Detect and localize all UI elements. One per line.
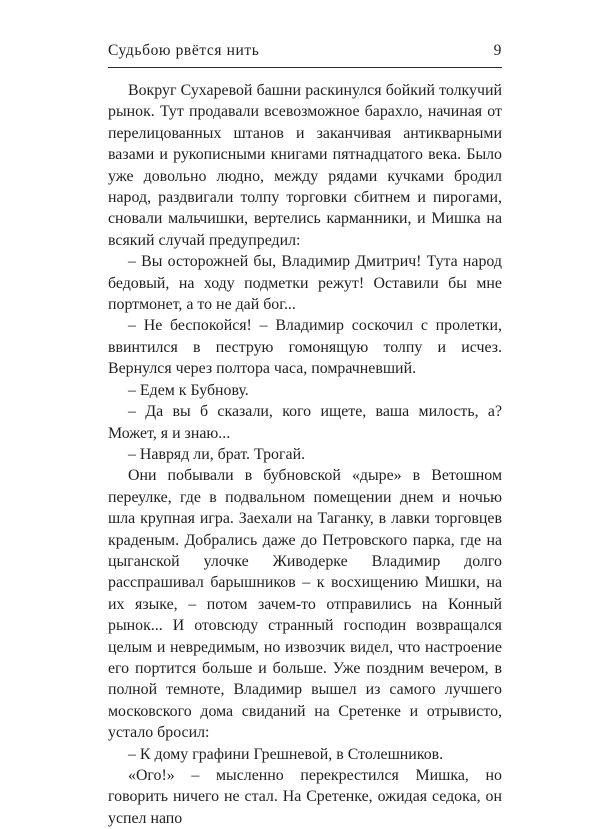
paragraph: – Навряд ли, брат. Трогай. [128, 445, 306, 463]
paragraph: «Ого!» – мысленно перекрестился Мишка, но говорить ничего не стал. На Сретенке, ожидая седока, он успел напо [108, 767, 502, 827]
paragraph: – Не беспокойся! – Владимир соскочил с пролетки, ввинтился в пеструю гомонящую толпу и исчез. Вернулся через полтора часа, помрачневший. [108, 317, 502, 378]
paragraph: Вокруг Сухаревой башни раскинулся бойкий толкучий рынок. Тут продавали всевозможное барахло, начиная от перелицованных штанов и заканчивая антикварными вазами и рукописными книгами пятнадцатого века. Было уже довольно людно, между рядами кучками бродил народ, раздвигали толпу торговки сбитнем и пирогами, сновали мальчишки, вертелись карманники, и Мишка на всякий случай предупредил: [108, 82, 502, 249]
page-number: 9 [493, 42, 502, 59]
running-title: Судьбою рвётся нить [108, 42, 260, 59]
paragraph: – К дому графини Грешневой, в Столешников. [128, 745, 444, 763]
header-rule [108, 67, 502, 68]
paragraph: – Вы осторожней бы, Владимир Дмитрич! Тута народ бедовый, на ходу подметки режут! Оставили бы мне портмонет, а то не дай бог... [108, 253, 502, 314]
paragraph: – Едем к Бубнову. [128, 381, 249, 399]
body-text [108, 80, 502, 829]
paragraph: – Да вы б сказали, кого ищете, ваша милость, а? Может, я и знаю... [108, 403, 502, 442]
paragraph: Они побывали в бубновской «дыре» в Ветошном переулке, где в подвальном помещении днем и ночью шла крупная игра. Заехали на Таганку, в лавки торговцев краденым. Добрались даже до Петровского парка, где на цыганской улочке Живодерке Владимир долго расспрашивал барышников – к восхищению Мишки, на их языке, – потом зачем-то отправились на Конный рынок... И отовсюду странный господин возвращался целым и невредимым, но извозчик видел, что настроение его портится больше и больше. Уже поздним вечером, в полной темноте, Владимир вышел из самого лучшего московского дома свиданий на Сретенке и отрывисто, устало бросил: [108, 467, 502, 742]
running-header [108, 42, 502, 68]
